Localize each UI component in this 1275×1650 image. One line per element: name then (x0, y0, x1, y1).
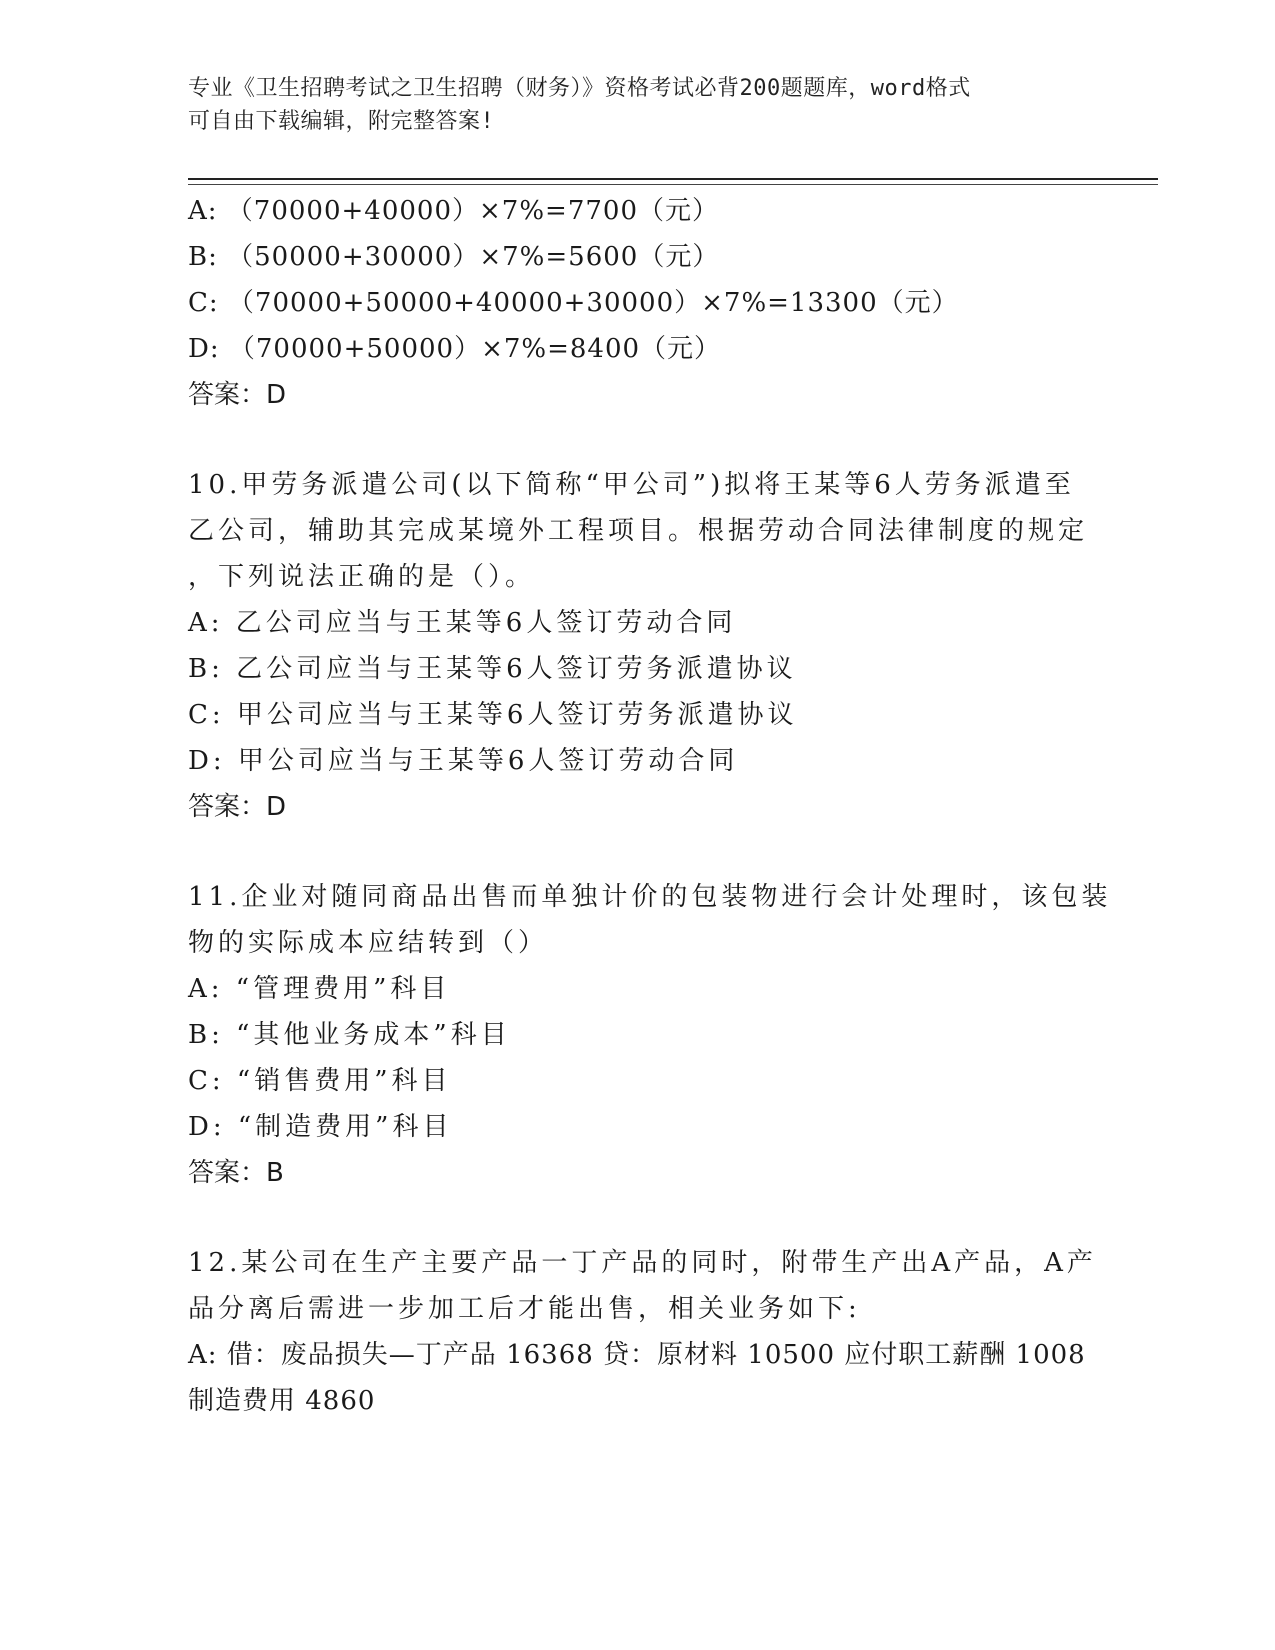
option-d: D: （70000+50000）×7%=8400（元） (188, 334, 722, 364)
header-title-line-2: 可自由下载编辑，附完整答案! (188, 109, 495, 134)
question-text-line: ，下列说法正确的是（）。 (188, 562, 536, 592)
spacer (188, 1196, 1088, 1240)
option-a-continued: 制造费用 4860 (188, 1386, 376, 1416)
question-text-line: 物的实际成本应结转到（） (188, 928, 549, 958)
option-d: D: “制造费用”科目 (188, 1112, 453, 1142)
option-a: A: （70000+40000）×7%=7700（元） (188, 196, 719, 226)
option-a: A: “管理费用”科目 (188, 974, 451, 1004)
header-title-line-1: 专业《卫生招聘考试之卫生招聘（财务）》资格考试必背200题题库，word格式 (188, 76, 971, 101)
answer-line: 答案：D (188, 380, 287, 410)
option-c: C: 甲公司应当与王某等6人签订劳务派遣协议 (188, 700, 798, 730)
option-b: B: （50000+30000）×7%=5600（元） (188, 242, 720, 272)
spacer (188, 418, 1088, 462)
question-text-line: 乙公司，辅助其完成某境外工程项目。根据劳动合同法律制度的规定 (188, 516, 1089, 546)
question-text-line: 品分离后需进一步加工后才能出售，相关业务如下: (188, 1294, 861, 1324)
question-list (188, 188, 1112, 1424)
document-header (188, 72, 1068, 138)
option-c: C: “销售费用”科目 (188, 1066, 452, 1096)
option-c: C: （70000+50000+40000+30000）×7%=13300（元） (188, 288, 959, 318)
question-11 (188, 874, 1112, 1196)
answer-line: 答案：D (188, 792, 287, 822)
question-10 (188, 462, 1088, 830)
question-text-line: 11.企业对随同商品出售而单独计价的包装物进行会计处理时，该包装 (188, 882, 1112, 912)
option-d: D: 甲公司应当与王某等6人签订劳动合同 (188, 746, 739, 776)
option-b: B: “其他业务成本”科目 (188, 1020, 511, 1050)
answer-line: 答案：B (188, 1158, 284, 1188)
header-divider-thin (188, 184, 1158, 185)
option-a: A: 借：废品损失—丁产品 16368 贷：原材料 10500 应付职工薪酬 1008 (188, 1340, 1086, 1370)
header-divider-thick (188, 178, 1158, 180)
option-a: A: 乙公司应当与王某等6人签订劳动合同 (188, 608, 737, 638)
question-9-continued (188, 188, 1088, 418)
question-text-line: 10.甲劳务派遣公司(以下简称“甲公司”)拟将王某等6人劳务派遣至 (188, 470, 1075, 500)
question-text-line: 12.某公司在生产主要产品一丁产品的同时，附带生产出A产品，A产 (188, 1248, 1097, 1278)
question-12 (188, 1240, 1097, 1424)
spacer (188, 830, 1088, 874)
option-b: B: 乙公司应当与王某等6人签订劳务派遣协议 (188, 654, 797, 684)
